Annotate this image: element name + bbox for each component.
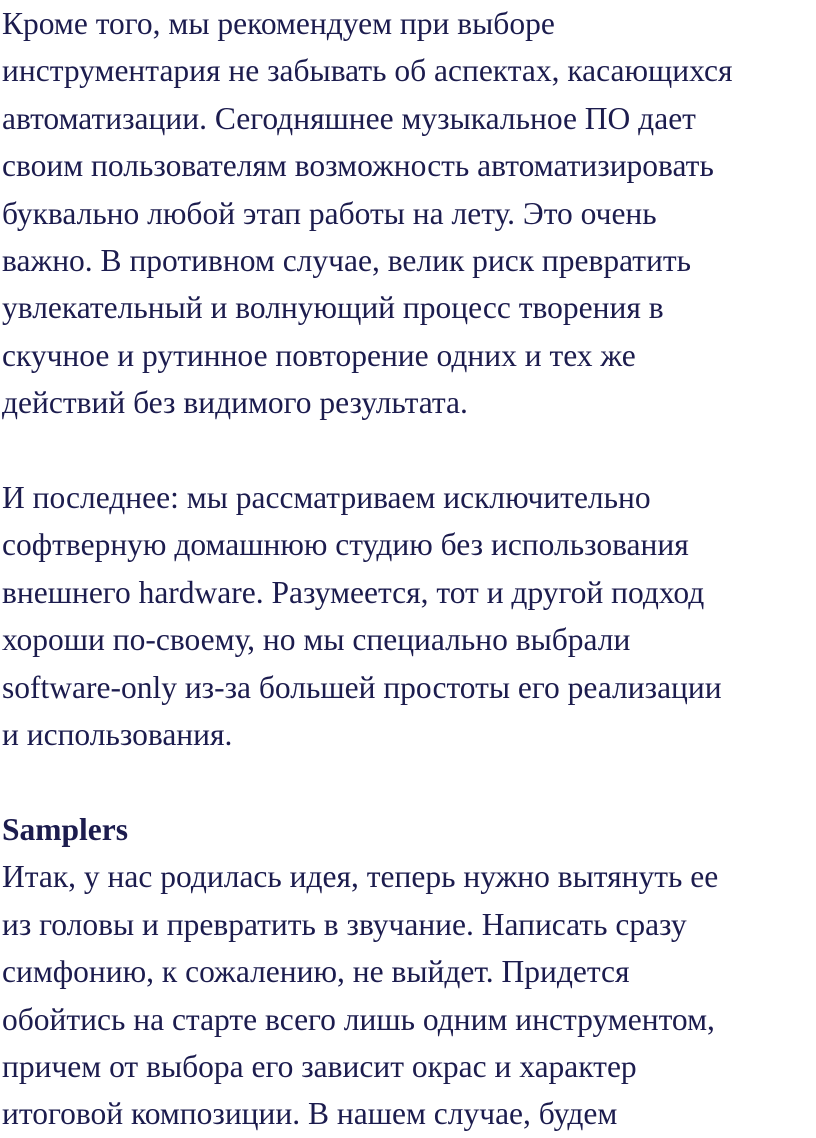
- text-line: причем от выбора его зависит окрас и характер: [2, 1048, 637, 1084]
- text-line: и использования.: [2, 717, 233, 753]
- text-line: увлекательный и волнующий процесс творения в: [2, 290, 664, 326]
- text-line: Кроме того, мы рекомендуем при выборе: [2, 6, 555, 41]
- text-line: буквально любой этап работы на лету. Это очень: [2, 195, 657, 231]
- text-line: из головы и превратить в звучание. Написать сразу: [2, 906, 687, 942]
- text-line: software-only из-за большей простоты его реализации: [2, 669, 722, 705]
- text-line: инструментария не забывать об аспектах, касающихся: [2, 53, 733, 89]
- text-line: И последнее: мы рассматриваем исключительно: [2, 480, 651, 516]
- paragraph-samplers-intro: [2, 853, 812, 1137]
- text-line: симфонию, к сожалению, не выйдет. Придется: [2, 954, 630, 990]
- paragraph-software-studio: [2, 474, 812, 758]
- text-line: автоматизации. Сегодняшнее музыкальное ПО дает: [2, 100, 696, 136]
- paragraph-automation: [2, 0, 812, 427]
- text-line: важно. В противном случае, велик риск превратить: [2, 243, 692, 279]
- text-line: софтверную домашнюю студию без использования: [2, 527, 689, 563]
- text-line: действий без видимого результата.: [2, 385, 468, 421]
- text-line: своим пользователям возможность автоматизировать: [2, 148, 714, 184]
- text-line: итоговой композиции. В нашем случае, будем: [2, 1096, 618, 1132]
- text-line: обойтись на старте всего лишь одним инструментом,: [2, 1001, 715, 1037]
- text-line: скучное и рутинное повторение одних и тех же: [2, 337, 636, 373]
- text-line: хороши по-своему, но мы специально выбрали: [2, 622, 631, 658]
- paragraph-spacer: [2, 758, 812, 805]
- text-line: внешнего hardware. Разумеется, тот и другой подход: [2, 574, 705, 610]
- text-line: Итак, у нас родилась идея, теперь нужно вытянуть ее: [2, 859, 719, 895]
- section-heading: Samplers: [2, 811, 128, 847]
- paragraph-spacer: [2, 427, 812, 474]
